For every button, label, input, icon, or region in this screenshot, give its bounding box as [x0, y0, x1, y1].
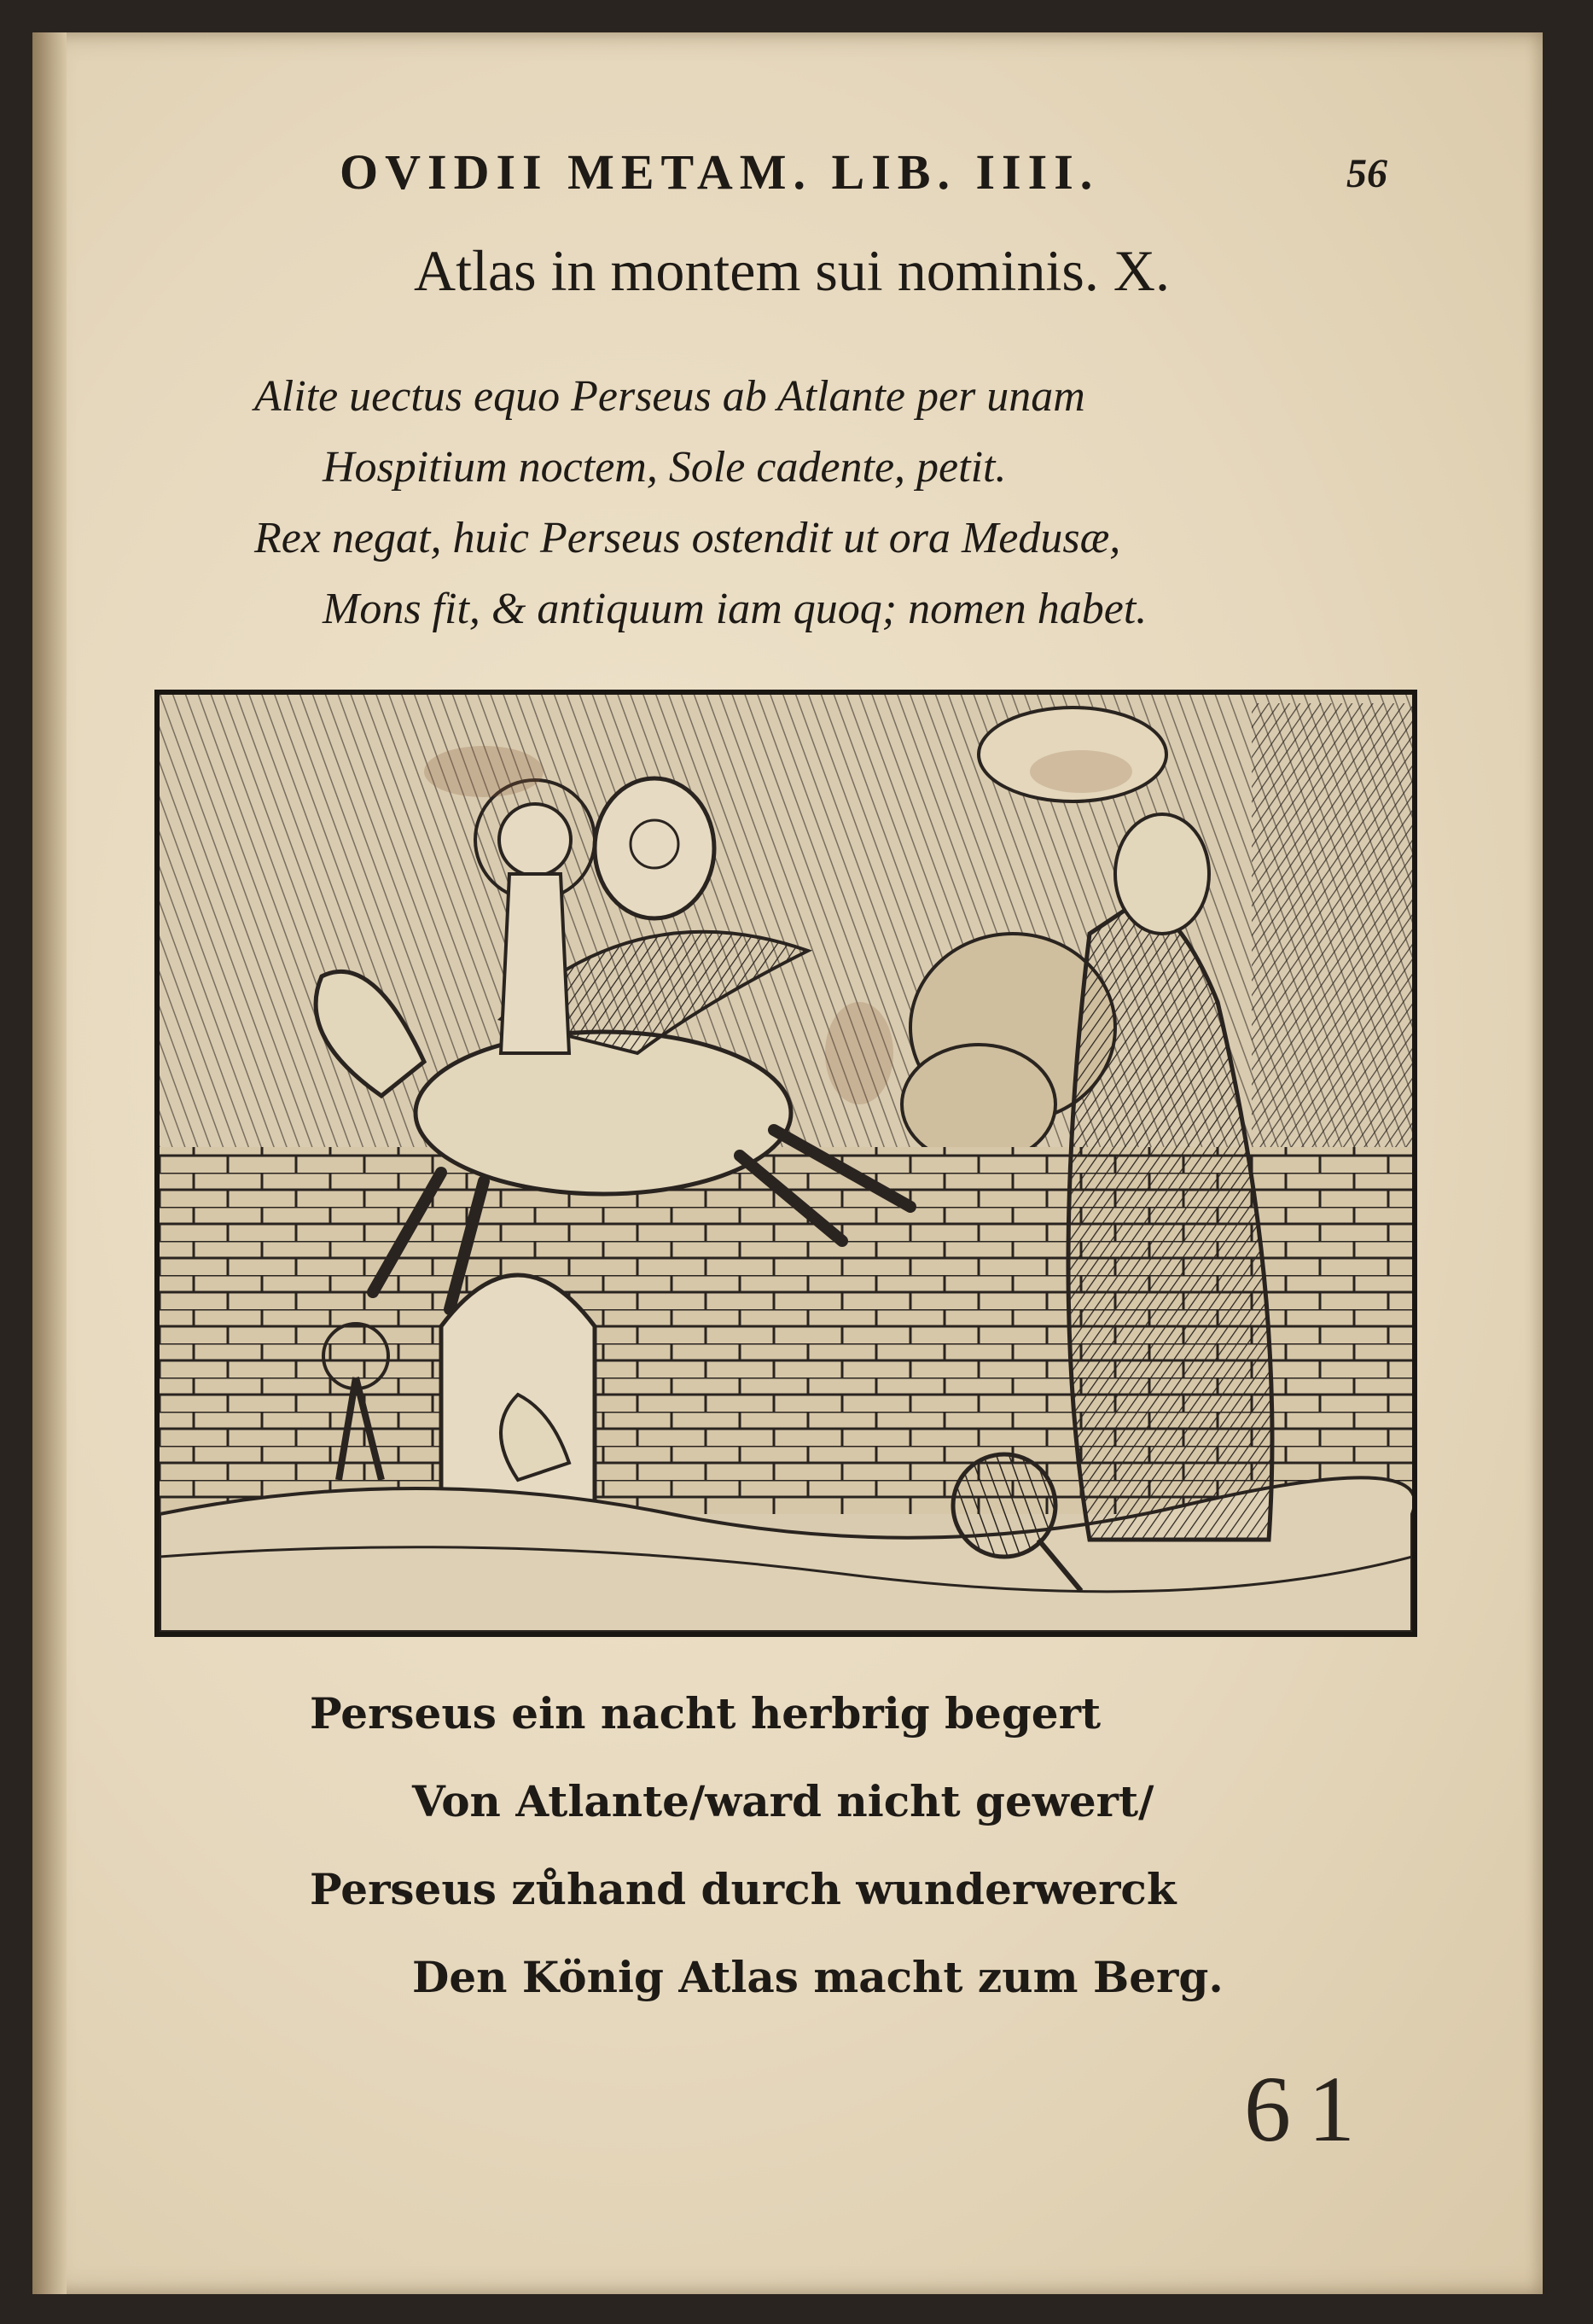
- woodcut-illustration: [154, 690, 1417, 1637]
- german-line: Perseus zůhand durch wunderwerck: [310, 1864, 1177, 1914]
- latin-epigram: [254, 361, 1363, 644]
- german-line: Perseus ein nacht herbrig begert: [310, 1688, 1102, 1739]
- fable-title: Atlas in montem sui nominis. X.: [414, 238, 1170, 303]
- atlas-head: [1115, 814, 1209, 934]
- pegasus: [416, 1032, 791, 1194]
- german-verse: [310, 1669, 1334, 2021]
- latin-line: Rex negat, huic Perseus ostendit ut ora Medusæ,: [254, 514, 1121, 562]
- latin-line: Hospitium noctem, Sole cadente, petit.: [323, 443, 1007, 492]
- medusa-shield: [595, 778, 714, 918]
- german-line: Den König Atlas macht zum Berg.: [412, 1952, 1224, 2002]
- running-head: OVIDII METAM. LIB. IIII.: [340, 144, 1100, 200]
- latin-line: Alite uectus equo Perseus ab Atlante per unam: [254, 372, 1085, 421]
- woodcut-scene: [160, 695, 1412, 1632]
- handwritten-shelfmark: 61: [1244, 2057, 1372, 2161]
- german-line: Von Atlante/ward nicht gewert/: [412, 1776, 1154, 1826]
- page-gutter: [32, 32, 67, 2294]
- book-page: [32, 32, 1543, 2294]
- page-number: 56: [1346, 151, 1387, 196]
- perseus: [499, 804, 571, 876]
- latin-line: Mons fit, & antiquum iam quoq; nomen habet.: [323, 585, 1148, 633]
